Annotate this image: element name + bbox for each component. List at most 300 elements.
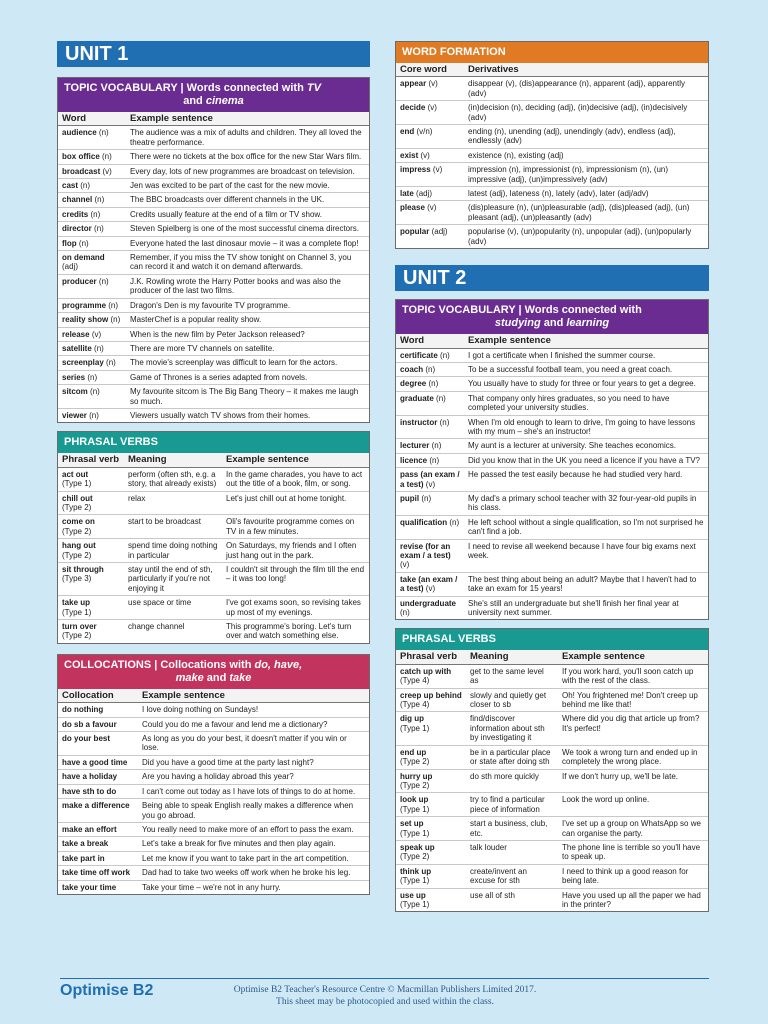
section-header: PHRASAL VERBS (58, 432, 369, 453)
part-of-speech: (n) (436, 393, 446, 403)
part-of-speech: (n) (98, 276, 109, 286)
section-header: COLLOCATIONS | Collocations with do, have, make and take (58, 655, 369, 689)
table-row (396, 817, 708, 841)
example-cell: This programme's boring. Let's turn over and watch something else. (222, 620, 369, 643)
verb-cell (396, 817, 466, 841)
word-formation-table (396, 63, 708, 248)
word-cell (396, 377, 464, 391)
col-header: Example sentence (126, 112, 369, 126)
table-row (396, 187, 708, 201)
col-header: Word (58, 112, 126, 126)
example-cell: Take your time – we're not in any hurry. (138, 880, 369, 894)
word-text: please (400, 203, 425, 213)
verb-type: (Type 2) (62, 526, 92, 536)
word-text: flop (62, 238, 77, 248)
table-row (58, 539, 369, 563)
table-row (58, 327, 369, 341)
word-cell (58, 356, 126, 370)
example-cell: The movie's screenplay was difficult to learn for the actors. (126, 356, 369, 370)
example-cell: Remember, if you miss the TV show tonight on Channel 3, you can record it and watch it on demand afterwards. (126, 251, 369, 275)
phrasal-verb: come on (62, 517, 95, 527)
word-cell (58, 164, 126, 178)
part-of-speech: (v) (420, 150, 430, 160)
example-cell: Being able to speak English really makes a difference when you go abroad. (138, 799, 369, 823)
table-row (58, 356, 369, 370)
example-cell: The phone line is terrible so you'll have to speak up. (558, 840, 708, 864)
part-of-speech: (n) (90, 209, 101, 219)
col-header: Meaning (466, 650, 558, 664)
meaning-cell: stay until the end of sth, particularly if you're not enjoying it (124, 563, 222, 596)
verb-cell (396, 793, 466, 817)
table-row (58, 515, 369, 539)
word-cell (396, 163, 464, 187)
derivatives-cell: ending (n), unending (adj), unendingly (adv), endless (adj), endlessly (adv) (464, 125, 708, 149)
word-cell (396, 225, 464, 248)
word-text: certificate (400, 350, 438, 360)
verb-cell (58, 515, 124, 539)
word-cell (396, 391, 464, 415)
word-text: appear (400, 79, 427, 89)
verb-cell (396, 840, 466, 864)
phrasal-verb: sit through (62, 565, 104, 574)
collocation-cell: make a difference (58, 799, 138, 823)
part-of-speech: (n) (429, 455, 440, 465)
phrasal-verb: creep up behind (400, 690, 462, 700)
example-cell: That company only hires graduates, so you need to have completed your university studies. (464, 391, 708, 415)
word-cell (58, 150, 126, 164)
part-of-speech: (n) (110, 315, 121, 325)
word-cell (396, 187, 464, 201)
section-header: PHRASAL VERBS (396, 629, 708, 650)
phrasal-verb: look up (400, 795, 429, 805)
example-cell: Let's take a break for five minutes and then play again. (138, 837, 369, 851)
col-header: Phrasal verb (396, 650, 466, 664)
example-cell: He left school without a single qualification, so I'm not surprised he can't find a job. (464, 515, 708, 539)
example-cell: Dragon's Den is my favourite TV programme. (126, 298, 369, 312)
phrasal-verb: hang out (62, 541, 96, 551)
table-row (396, 793, 708, 817)
table-row (396, 840, 708, 864)
meaning-cell: use space or time (124, 596, 222, 620)
verb-type: (Type 1) (400, 828, 430, 838)
meaning-cell: perform (often sth, e.g. a story, that already exists) (128, 469, 217, 489)
word-text: channel (62, 195, 93, 205)
part-of-speech: (n) (106, 358, 116, 368)
phrasal-verbs-table (58, 453, 369, 643)
example-cell: There are more TV channels on satellite. (126, 341, 369, 355)
collocation-cell: take your time (58, 880, 138, 894)
word-text: audience (62, 128, 97, 138)
part-of-speech: (v) (425, 584, 436, 594)
derivatives-cell: latest (adj), lateness (n), lately (adv), later (adj/adv) (464, 187, 708, 201)
word-text: box office (62, 152, 100, 162)
word-text: revise (for an exam / a test) (400, 541, 451, 560)
example-cell: I need to revise all weekend because I have four big exams next week. (464, 539, 708, 572)
word-cell (58, 222, 126, 236)
phrasal-verb: hurry up (400, 771, 433, 781)
word-text: take (an exam / a test) (400, 574, 458, 594)
unit-1-collocations (57, 654, 370, 895)
word-text: pass (an exam / a test) (400, 470, 460, 489)
word-cell (396, 77, 464, 101)
meaning-cell: talk louder (466, 840, 558, 864)
unit-1-topic-vocabulary (57, 77, 370, 423)
example-cell: Steven Spielberg is one of the most successful cinema directors. (126, 222, 369, 236)
unit-1-phrasal-verbs (57, 431, 370, 644)
col-header: Example sentence (464, 334, 708, 348)
word-text: lecturer (400, 441, 430, 451)
table-row (396, 888, 708, 911)
table-row (396, 453, 708, 467)
meaning-cell: do sth more quickly (466, 769, 558, 793)
example-cell: There were no tickets at the box office for the new Star Wars film. (126, 150, 369, 164)
collocation-cell: take part in (58, 851, 138, 865)
word-text: end (400, 127, 415, 137)
derivatives-cell: disappear (v), (dis)appearance (n), apparent (adj), apparently (adv) (468, 79, 686, 98)
table-row (396, 596, 708, 619)
example-cell: The BBC broadcasts over different channels in the UK. (126, 193, 369, 207)
table-row (396, 377, 708, 391)
meaning-cell: get to the same level as (470, 666, 544, 686)
table-row (396, 362, 708, 376)
word-text: reality show (62, 315, 109, 325)
word-text: cast (62, 181, 79, 191)
part-of-speech: (n) (400, 608, 410, 618)
word-text: undergraduate (400, 598, 457, 608)
verb-type: (Type 2) (62, 502, 92, 512)
verb-type: (Type 2) (400, 852, 430, 862)
example-cell: I love doing nothing on Sundays! (142, 705, 259, 715)
word-cell (396, 125, 464, 149)
phrasal-verb: chill out (62, 493, 93, 503)
table-row (58, 408, 369, 422)
derivatives-cell: impression (n), impressionist (n), impressionism (n), (un) impressive (adj), (un)impressively (adv) (464, 163, 708, 187)
table-row (58, 385, 369, 409)
word-cell (58, 327, 126, 341)
table-row (58, 164, 369, 178)
phrasal-verb: speak up (400, 842, 435, 852)
verb-cell (396, 688, 466, 712)
word-text: release (62, 329, 90, 339)
col-header: Example sentence (222, 453, 369, 467)
word-cell (58, 408, 126, 422)
table-row (58, 784, 369, 798)
table-row (58, 822, 369, 836)
table-row (396, 468, 708, 492)
example-cell: On Saturdays, my friends and I often just hang out in the park. (222, 539, 369, 563)
part-of-speech: (adj) (431, 227, 448, 237)
part-of-speech: (n) (94, 343, 104, 353)
part-of-speech: (n) (78, 238, 89, 248)
part-of-speech: (v) (91, 329, 102, 339)
part-of-speech: (n) (90, 387, 100, 397)
example-cell: I couldn't sit through the film till the end – it was too long! (222, 563, 369, 596)
phrasal-verb: take up (62, 598, 91, 608)
table-row (396, 439, 708, 453)
collocation-cell: make an effort (58, 822, 138, 836)
part-of-speech: (n) (425, 364, 436, 374)
example-cell: He passed the test easily because he had studied very hard. (464, 468, 708, 492)
example-cell: Have you used up all the paper we had in the printer? (558, 888, 708, 911)
collocation-cell: do nothing (62, 705, 104, 715)
part-of-speech: (n) (440, 350, 450, 360)
topic-vocab-table (396, 334, 708, 619)
verb-type: (Type 1) (400, 899, 430, 909)
word-text: degree (400, 379, 427, 389)
table-row (58, 755, 369, 769)
collocation-cell: do your best (58, 732, 138, 756)
meaning-cell: be in a particular place or state after doing sth (466, 745, 558, 769)
word-text: instructor (400, 417, 438, 427)
part-of-speech: (v) (432, 165, 443, 175)
example-cell: To be a successful football team, you need a great coach. (464, 362, 708, 376)
collocation-cell: do sb a favour (58, 717, 138, 731)
meaning-cell: slowly and quietly get closer to sb (466, 688, 558, 712)
verb-cell (396, 769, 466, 793)
verb-cell (58, 539, 124, 563)
example-cell: My favourite sitcom is The Big Bang Theory – it makes me laugh so much. (126, 385, 369, 409)
table-row (396, 515, 708, 539)
phrasal-verbs-table (396, 650, 708, 911)
part-of-speech: (v/n) (416, 127, 433, 137)
example-cell: We took a wrong turn and ended up in completely the wrong place. (558, 745, 708, 769)
word-text: credits (62, 209, 89, 219)
example-cell: My aunt is a lecturer at university. She teaches economics. (464, 439, 708, 453)
table-row (396, 572, 708, 596)
col-header: Example sentence (138, 689, 369, 703)
part-of-speech: (adj) (416, 189, 433, 199)
part-of-speech: (n) (87, 372, 98, 382)
word-cell (396, 453, 464, 467)
collocation-cell: have sth to do (58, 784, 138, 798)
meaning-cell: spend time doing nothing in particular (124, 539, 222, 563)
word-cell (58, 126, 126, 150)
collocation-cell: have a good time (58, 755, 138, 769)
table-row (396, 745, 708, 769)
word-text: screenplay (62, 358, 104, 368)
example-cell: Credits usually feature at the end of a film or TV show. (126, 207, 369, 221)
table-row (396, 391, 708, 415)
word-cell (58, 385, 126, 409)
word-cell (396, 572, 464, 596)
table-row (58, 341, 369, 355)
example-cell: Everyone hated the last dinosaur movie – it was a complete flop! (126, 236, 369, 250)
footer-divider (60, 978, 709, 979)
collocation-cell: take a break (58, 837, 138, 851)
verb-type: (Type 1) (62, 607, 92, 617)
word-text: impress (400, 165, 431, 175)
verb-type: (Type 1) (62, 479, 92, 489)
example-cell: Look the word up online. (558, 793, 708, 817)
col-header: Meaning (124, 453, 222, 467)
table-row (396, 491, 708, 515)
table-row (58, 236, 369, 250)
example-cell: If you work hard, you'll soon catch up with the rest of the class. (562, 666, 694, 686)
topic-vocab-table (58, 112, 369, 422)
verb-cell (396, 745, 466, 769)
table-row (58, 251, 369, 275)
section-header: TOPIC VOCABULARY | Words connected with studying and learning (396, 300, 708, 334)
word-text: pupil (400, 493, 420, 503)
footer-brand: Optimise B2 (60, 982, 154, 999)
verb-cell (58, 596, 124, 620)
unit-1-title: UNIT 1 (57, 41, 370, 67)
verb-type: (Type 2) (400, 757, 430, 767)
example-cell: I got a certificate when I finished the summer course. (468, 350, 656, 360)
derivatives-cell: popularise (v), (un)popularity (n), unpopular (adj), (un)popularly (adv) (464, 225, 708, 248)
verb-type: (Type 2) (62, 631, 92, 641)
example-cell: J.K. Rowling wrote the Harry Potter books and was also the producer of the last two films. (126, 274, 369, 298)
table-row (396, 201, 708, 225)
verb-cell (396, 712, 466, 745)
table-row (58, 799, 369, 823)
word-cell (58, 370, 126, 384)
phrasal-verb: turn over (62, 622, 97, 632)
table-row (396, 348, 708, 362)
collocation-cell: take time off work (58, 866, 138, 880)
verb-type: (Type 4) (400, 676, 430, 686)
table-row (396, 125, 708, 149)
verb-cell (58, 563, 124, 596)
collocation-cell: have a holiday (58, 770, 138, 784)
phrasal-verb: use up (400, 890, 426, 900)
table-row (58, 563, 369, 596)
word-text: programme (62, 300, 107, 310)
part-of-speech: (n) (94, 224, 104, 234)
phrasal-verb: dig up (400, 714, 424, 724)
table-row (58, 207, 369, 221)
col-header: Collocation (58, 689, 138, 703)
verb-cell (58, 620, 124, 643)
word-text: broadcast (62, 166, 101, 176)
example-cell: My dad's a primary school teacher with 32 four-year-old pupils in his class. (464, 491, 708, 515)
example-cell: Game of Thrones is a series adapted from novels. (126, 370, 369, 384)
meaning-cell: use all of sth (466, 888, 558, 911)
word-cell (396, 539, 464, 572)
meaning-cell: create/invent an excuse for sth (466, 864, 558, 888)
part-of-speech: (n) (428, 379, 439, 389)
table-row (58, 837, 369, 851)
word-cell (396, 148, 464, 162)
word-cell (396, 596, 464, 619)
table-row (396, 415, 708, 439)
example-cell: Viewers usually watch TV shows from their homes. (126, 408, 369, 422)
example-cell: When I'm old enough to learn to drive, I'm going to have lessons with my mum – she's an instructor! (464, 415, 708, 439)
table-row (396, 77, 708, 101)
word-text: licence (400, 455, 428, 465)
collocations-table (58, 689, 369, 894)
table-row (58, 851, 369, 865)
example-cell: Did you have a good time at the party last night? (138, 755, 369, 769)
section-header: WORD FORMATION (396, 42, 708, 63)
word-cell (396, 362, 464, 376)
word-cell (58, 251, 126, 275)
derivatives-cell: existence (n), existing (adj) (464, 148, 708, 162)
unit-2-phrasal-verbs (395, 628, 709, 912)
example-cell: I've got exams soon, so revising takes up most of my evenings. (222, 596, 369, 620)
part-of-speech: (n) (80, 181, 91, 191)
verb-type: (Type 4) (400, 700, 430, 710)
unit-2-title: UNIT 2 (395, 265, 709, 291)
verb-type: (Type 2) (62, 550, 92, 560)
table-row (58, 703, 369, 717)
meaning-cell: change channel (124, 620, 222, 643)
word-cell (396, 491, 464, 515)
table-row (58, 732, 369, 756)
part-of-speech: (v) (427, 203, 437, 213)
table-row (396, 769, 708, 793)
part-of-speech: (n) (89, 410, 99, 420)
example-cell: The best thing about being an adult? Maybe that I haven't had to take an exam for 15 years! (464, 572, 708, 596)
word-text: viewer (62, 410, 87, 420)
col-header: Derivatives (464, 63, 708, 77)
table-row (58, 313, 369, 327)
table-row (396, 664, 708, 688)
word-cell (396, 348, 464, 362)
meaning-cell: start to be broadcast (124, 515, 222, 539)
table-row (58, 596, 369, 620)
section-header: TOPIC VOCABULARY | Words connected with TV and cinema (58, 78, 369, 112)
word-text: series (62, 372, 86, 382)
part-of-speech: (n) (102, 152, 112, 162)
example-cell: I've set up a group on WhatsApp so we can organise the party. (558, 817, 708, 841)
word-cell (396, 468, 464, 492)
word-cell (396, 201, 464, 225)
example-cell: In the game charades, you have to act out the title of a book, film, or song. (226, 469, 363, 489)
part-of-speech: (n) (94, 195, 105, 205)
verb-cell (58, 467, 124, 491)
table-row (58, 880, 369, 894)
example-cell: Oli's favourite programme comes on TV in a few minutes. (222, 515, 369, 539)
word-text: director (62, 224, 92, 234)
example-cell: As long as you do your best, it doesn't matter if you win or lose. (138, 732, 369, 756)
word-text: late (400, 189, 414, 199)
table-row (58, 491, 369, 515)
meaning-cell: try to find a particular piece of information (466, 793, 558, 817)
unit-2-topic-vocabulary (395, 299, 709, 620)
verb-type: (Type 1) (400, 723, 430, 733)
example-cell: Dad had to take two weeks off work when he broke his leg. (138, 866, 369, 880)
table-row (58, 770, 369, 784)
word-cell (396, 415, 464, 439)
verb-type: (Type 1) (400, 804, 430, 814)
meaning-cell: start a business, club, etc. (466, 817, 558, 841)
example-cell: Jen was excited to be part of the cast for the new movie. (126, 179, 369, 193)
part-of-speech: (n) (108, 300, 119, 310)
word-cell (58, 193, 126, 207)
part-of-speech: (n) (439, 417, 450, 427)
example-cell: Where did you dig that article up from? It's perfect! (558, 712, 708, 745)
col-header: Word (396, 334, 464, 348)
table-row (58, 370, 369, 384)
example-cell: You really need to make more of an effort to pass the exam. (138, 822, 369, 836)
table-row (396, 148, 708, 162)
example-cell: She's still an undergraduate but she'll finish her final year at university next summer. (464, 596, 708, 619)
table-row (58, 717, 369, 731)
word-text: qualification (400, 517, 448, 527)
table-row (58, 298, 369, 312)
example-cell: You usually have to study for three or four years to get a degree. (464, 377, 708, 391)
table-row (58, 126, 369, 150)
word-cell (396, 439, 464, 453)
part-of-speech: (v) (400, 560, 410, 570)
table-row (58, 179, 369, 193)
example-cell: The audience was a mix of adults and children. They all loved the theatre performance. (130, 128, 362, 147)
word-cell (58, 313, 126, 327)
example-cell: Oh! You frightened me! Don't creep up behind me like that! (558, 688, 708, 712)
table-row (396, 539, 708, 572)
example-cell: I can't come out today as I have lots of things to do at home. (138, 784, 369, 798)
